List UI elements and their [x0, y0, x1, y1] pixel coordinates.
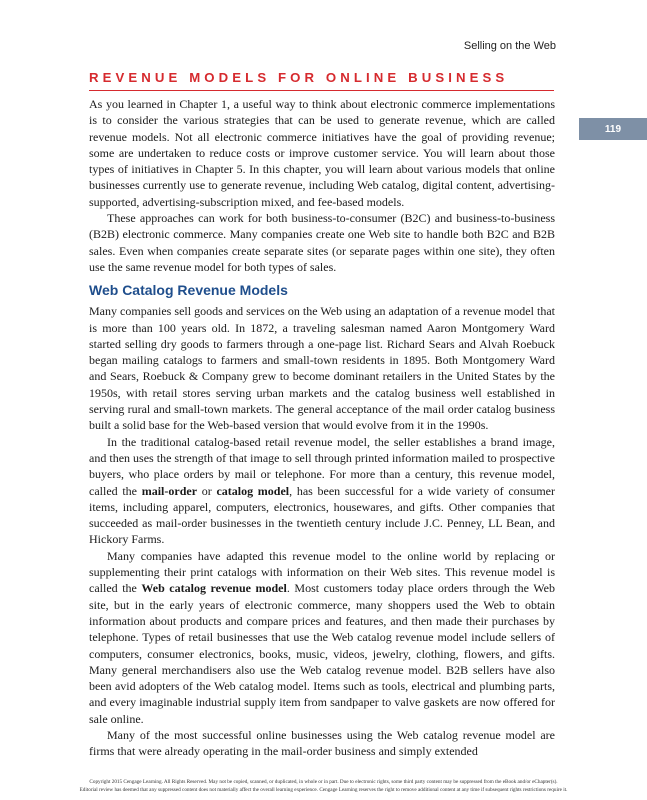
title-rule: [89, 90, 554, 91]
footer-line: Copyright 2015 Cengage Learning. All Rights Reserved. May not be copied, scanned, or duplicated, in whole or in part. Due to electronic rights, some third party content may be suppressed from the eBook and/or eChapter(s).: [89, 779, 558, 785]
page-number-tab: 119: [579, 118, 647, 140]
intro-paragraph: As you learned in Chapter 1, a useful way to think about electronic commerce implementations is to consider the various strategies that can be used to generate revenue, which are called revenue models. Not all electronic commerce initiatives have the goal of providing revenue; some are undertaken to reduce costs or improve customer service. You will learn about those types of initiatives in Chapter 5. In this chapter, you will learn about various models that online businesses currently use to generate revenue, including Web catalog, digital content, advertising-supported, advertising-subscription mixed, and fee-based models.: [89, 97, 555, 209]
text-run: or: [197, 483, 217, 498]
key-term: Web catalog revenue model: [141, 581, 287, 596]
text-run: . Most customers today place orders through the Web site, but in the early years of electronic commerce, many shoppers used the Web to obtain information about products and compare prices and features, and then made their purchases by telephone. Types of retail businesses that use the Web catalog revenue model include sellers of computers, consumer electronics, books, music, videos, jewelry, clothing, flowers, and gifts. Many general merchandisers also use the Web catalog revenue model. B2B sellers have also been avid adopters of the Web catalog model. Items such as tools, electrical and plumbing parts, and every imaginable industrial supply item from sandpaper to valve gaskets are now offered for sale online.: [89, 581, 556, 726]
text-run: Many companies have adapted this revenue model to the online world by replacing or supplementing their print catalogs with information on their Web sites. This revenue model is called the: [89, 548, 555, 596]
body-paragraph: Many companies sell goods and services on the Web using an adaptation of a revenue model that is more than 100 years old. In 1872, a traveling salesman named Aaron Montgomery Ward started selling dry goods to farmers through a one-page list. Richard Sears and Alvah Roebuck began mailing catalogs to farmers and small-town residents in 1895. Both Montgomery Ward and Sears, Roebuck & Company grew to become dominant retailers in the United States by the 1950s, with retail stores serving urban markets and the catalog business well established in serving rural and small-town markets. The general acceptance of the mail order catalog business built a solid base for the Web-based version that would evolve from it in the 1990s.: [89, 304, 555, 433]
section-title: REVENUE MODELS FOR ONLINE BUSINESS: [89, 70, 509, 85]
intro-paragraph: These approaches can work for both business-to-consumer (B2C) and business-to-business (B2B) electronic commerce. Many companies create one Web site to handle both B2C and B2B sales. Even when companies create separate sites (or separate pages within one site), they often use the same revenue model for both types of sales.: [89, 211, 555, 274]
running-header: Selling on the Web: [463, 40, 556, 52]
body-paragraph: [89, 434, 555, 548]
footer-line: Editorial review has deemed that any suppressed content does not materially affect the overall learning experience. Cengage Learning reserves the right to remove additional content at any time if subsequent rights restrictions require it.: [79, 787, 568, 793]
body-paragraph: Many of the most successful online businesses using the Web catalog revenue model are firms that were already operating in the mail-order business and simply extended: [89, 727, 555, 759]
copyright-footer: [0, 778, 647, 794]
text-run: In the traditional catalog-based retail revenue model, the seller establishes a brand image, and then uses the strength of that image to sell through printed information mailed to prospective buyers, who place orders by mail or telephone. For more than a century, this revenue model, called the: [89, 434, 555, 498]
body-text: [89, 96, 555, 760]
key-term: mail-order: [141, 483, 198, 498]
body-paragraph: [89, 548, 555, 727]
subsection-heading: Web Catalog Revenue Models: [89, 282, 288, 299]
text-run: , has been successful for a wide variety of consumer items, including apparel, computers, electronics, housewares, and gifts. Other companies that succeeded as mail-order businesses in the twentieth century include J.C. Penney, LL Bean, and Hickory Farms.: [89, 483, 555, 547]
key-term: catalog model: [216, 483, 290, 498]
